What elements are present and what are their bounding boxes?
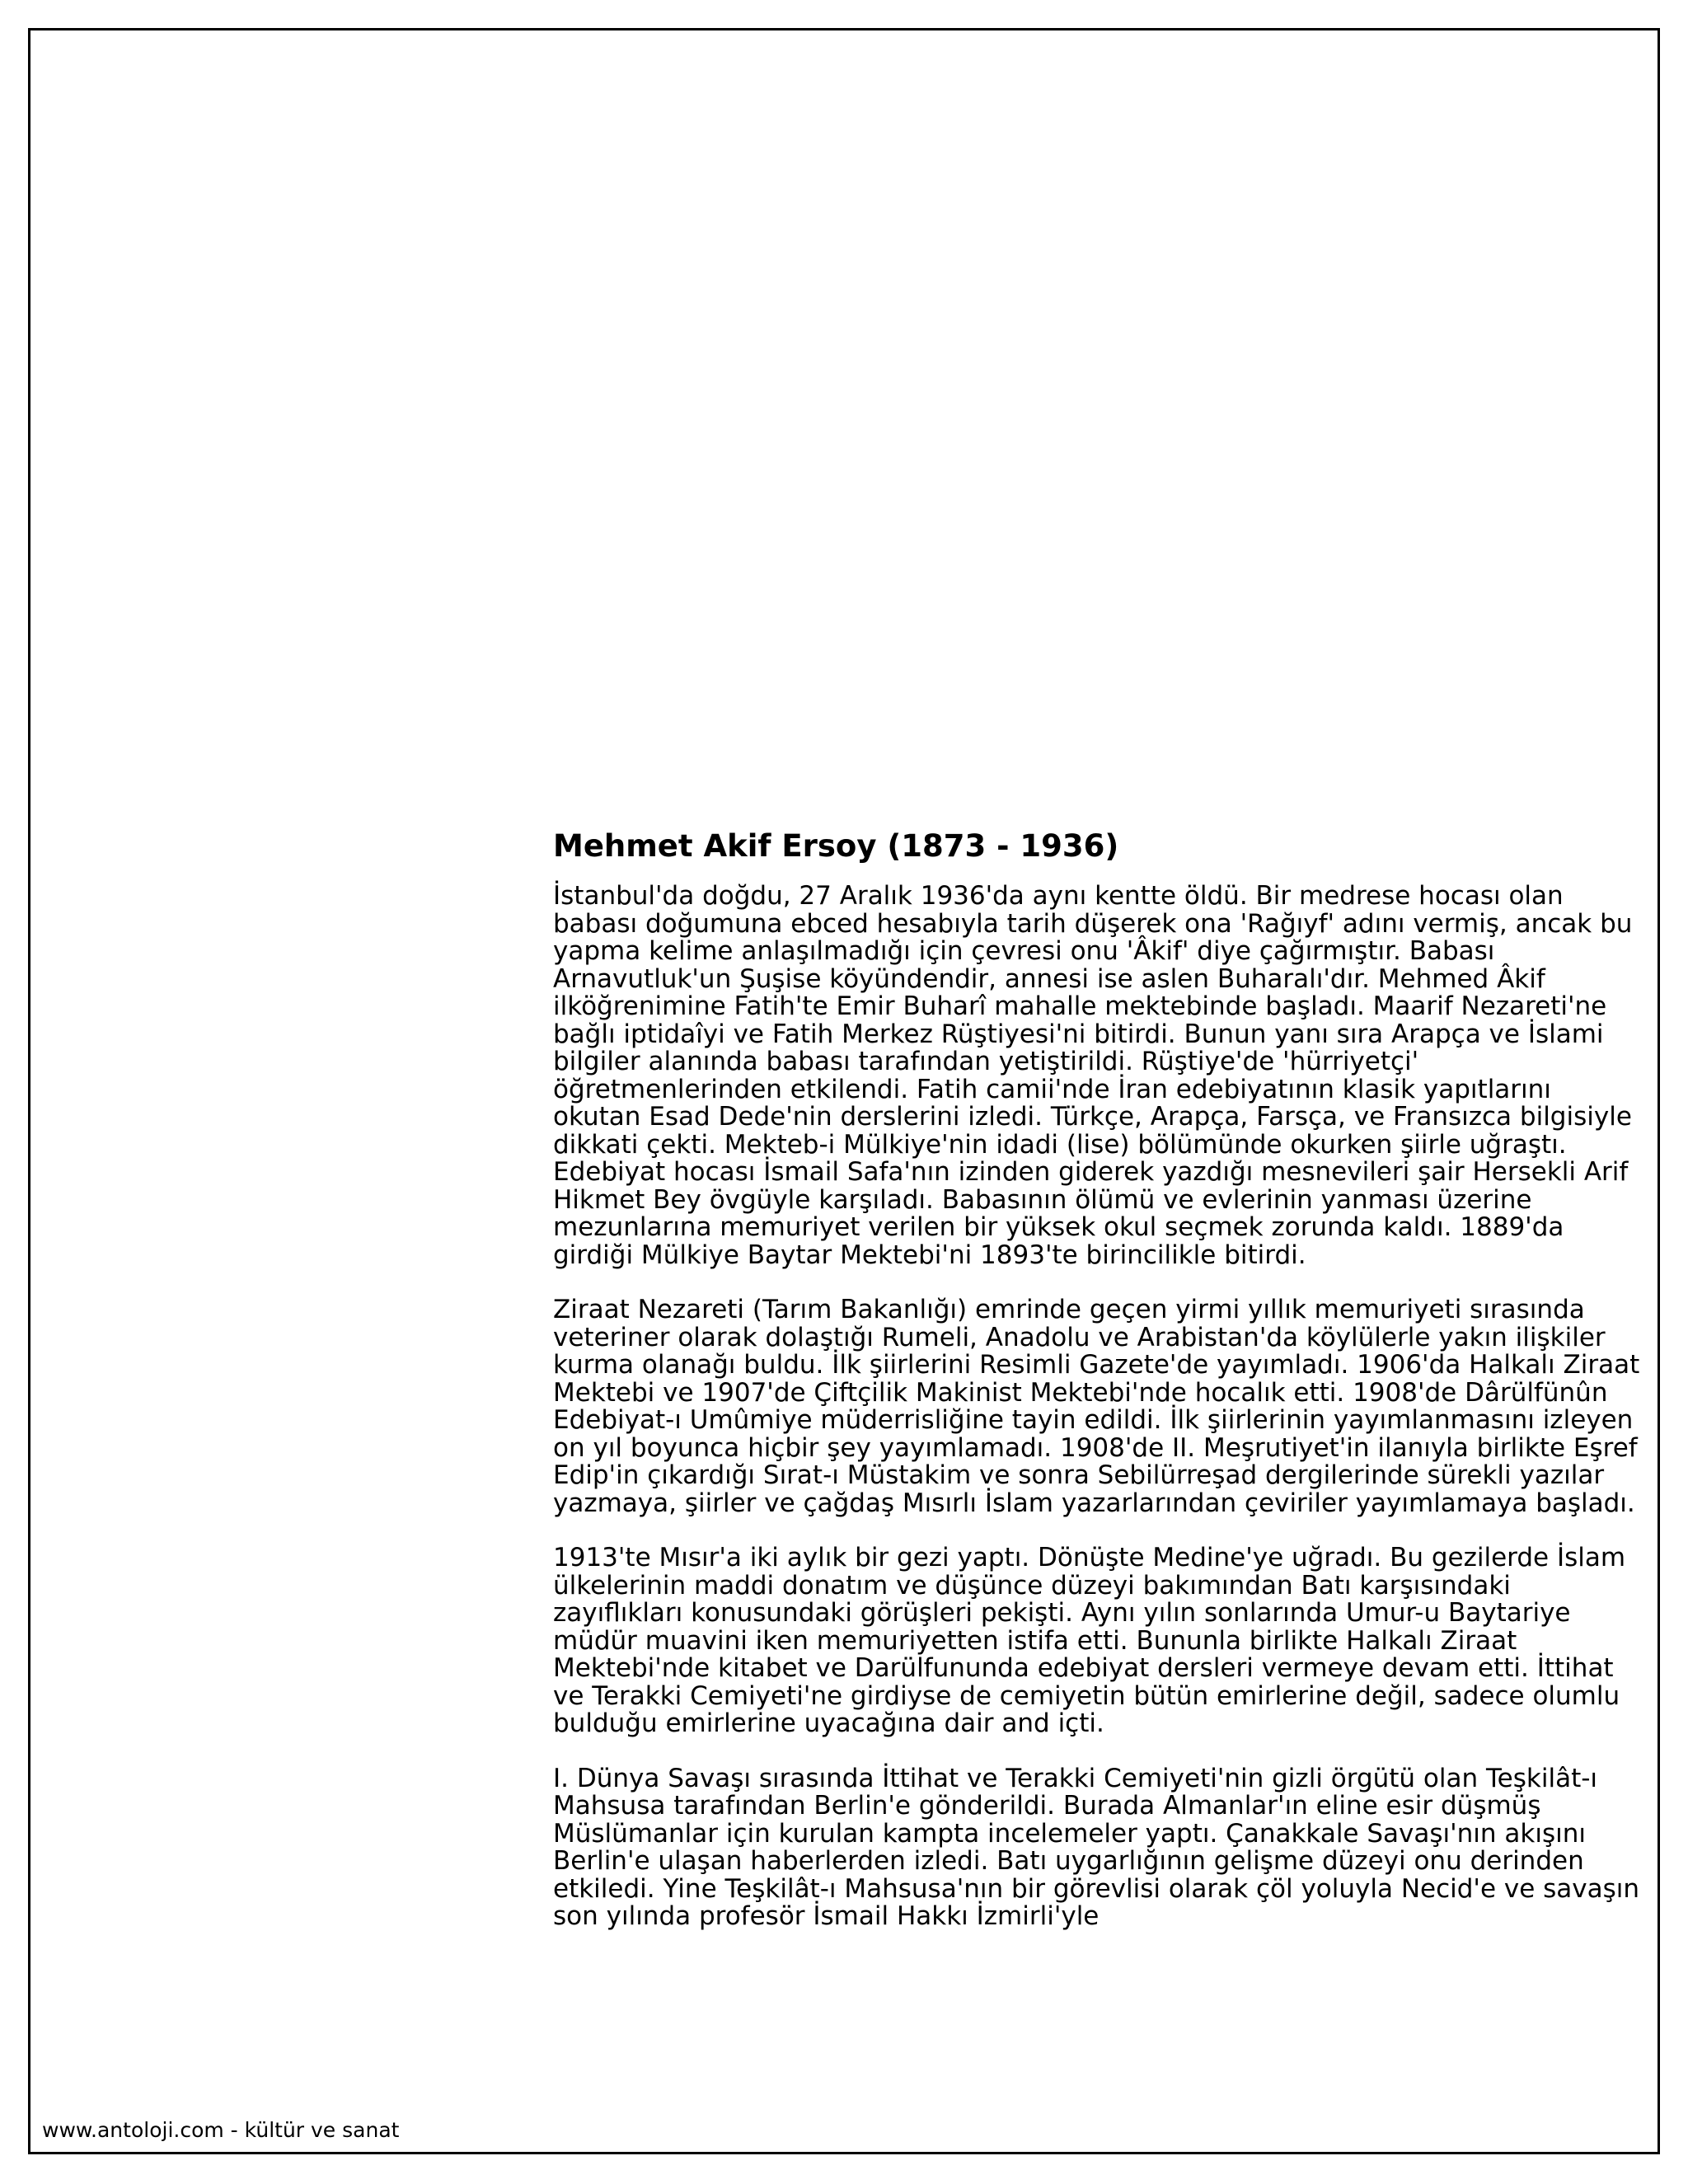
paragraph-3: 1913'te Mısır'a iki aylık bir gezi yaptı. Dönüşte Medine'ye uğradı. Bu gezilerde İslam ülkelerinin maddi donatım ve düşünce düzeyi bakımından Batı karşısındaki zayıflıkları konusundaki görüşleri pekişti. Aynı yılın sonlarında Umur-u Baytariye müdür muavini iken memuriyetten istifa etti. Bununla birlikte Halkalı Ziraat Mektebi'nde kitabet ve Darülfununda edebiyat dersleri vermeye devam etti. İttihat ve Terakki Cemiyeti'ne girdiyse de cemiyetin bütün emirlerine değil, sadece olumlu bulduğu emirlerine uyacağına dair and içti.	[553, 1543, 1626, 1738]
article-body	[553, 828, 1645, 1958]
footer-source: www.antoloji.com - kültür ve sanat	[42, 2118, 400, 2142]
paragraph-2: Ziraat Nezareti (Tarım Bakanlığı) emrinde geçen yirmi yıllık memuriyeti sırasında veteriner olarak dolaştığı Rumeli, Anadolu ve Arabistan'da köylülerle yakın ilişkiler kurma olanağı buldu. İlk şiirlerini Resimli Gazete'de yayımladı. 1906'da Halkalı Ziraat Mektebi ve 1907'de Çiftçilik Makinist Mektebi'nde hocalık etti. 1908'de Dârülfünûn Edebiyat-ı Umûmiye müderrisliğine tayin edildi. İlk şiirlerinin yayımlanmasını izleyen on yıl boyunca hiçbir şey yayımlamadı. 1908'de II. Meşrutiyet'in ilanıyla birlikte Eşref Edip'in çıkardığı Sırat-ı Müstakim ve sonra Sebilürreşad dergilerinde sürekli yazılar yazmaya, şiirler ve çağdaş Mısırlı İslam yazarlarından çeviriler yayımlamaya başladı.	[553, 1295, 1640, 1518]
article-title: Mehmet Akif Ersoy (1873 - 1936)	[553, 828, 1119, 864]
paragraph-4: I. Dünya Savaşı sırasında İttihat ve Terakki Cemiyeti'nin gizli örgütü olan Teşkilât-ı Mahsusa tarafından Berlin'e gönderildi. Burada Almanlar'ın eline esir düşmüş Müslümanlar için kurulan kampta incelemeler yaptı. Çanakkale Savaşı'nın akışını Berlin'e ulaşan haberlerden izledi. Batı uygarlığının gelişme düzeyi onu derinden etkiledi. Yine Teşkilât-ı Mahsusa'nın bir görevlisi olarak çöl yoluyla Necid'e ve savaşın son yılında profesör İsmail Hakkı İzmirli'yle	[553, 1763, 1640, 1931]
paragraph-1: İstanbul'da doğdu, 27 Aralık 1936'da aynı kentte öldü. Bir medrese hocası olan babası doğumuna ebced hesabıyla tarih düşerek ona 'Rağıyf' adını vermiş, ancak bu yapma kelime anlaşılmadığı için çevresi onu 'Âkif' diye çağırmıştır. Babası Arnavutluk'un Şuşise köyündendir, annesi ise aslen Buharalı'dır. Mehmed Âkif ilköğrenimine Fatih'te Emir Buharî mahalle mektebinde başladı. Maarif Nezareti'ne bağlı iptidaîyi ve Fatih Merkez Rüştiyesi'ni bitirdi. Bunun yanı sıra Arapça ve İslami bilgiler alanında babası tarafından yetiştirildi. Rüştiye'de 'hürriyetçi' öğretmenlerinden etkilendi. Fatih camii'nde İran edebiyatının klasik yapıtlarını okutan Esad Dede'nin derslerini izledi. Türkçe, Arapça, Farsça, ve Fransızca bilgisiyle dikkati çekti. Mekteb-i Mülkiye'nin idadi (lise) bölümünde okurken şiirle uğraştı. Edebiyat hocası İsmail Safa'nın izinden giderek yazdığı mesnevileri şair Hersekli Arif Hikmet Bey övgüyle karşıladı. Babasının ölümü ve evlerinin yanması üzerine mezunlarına memuriyet verilen bir yüksek okul seçmek zorunda kaldı. 1889'da girdiği Mülkiye Baytar Mektebi'ni 1893'te birincilikle bitirdi.	[553, 881, 1633, 1270]
